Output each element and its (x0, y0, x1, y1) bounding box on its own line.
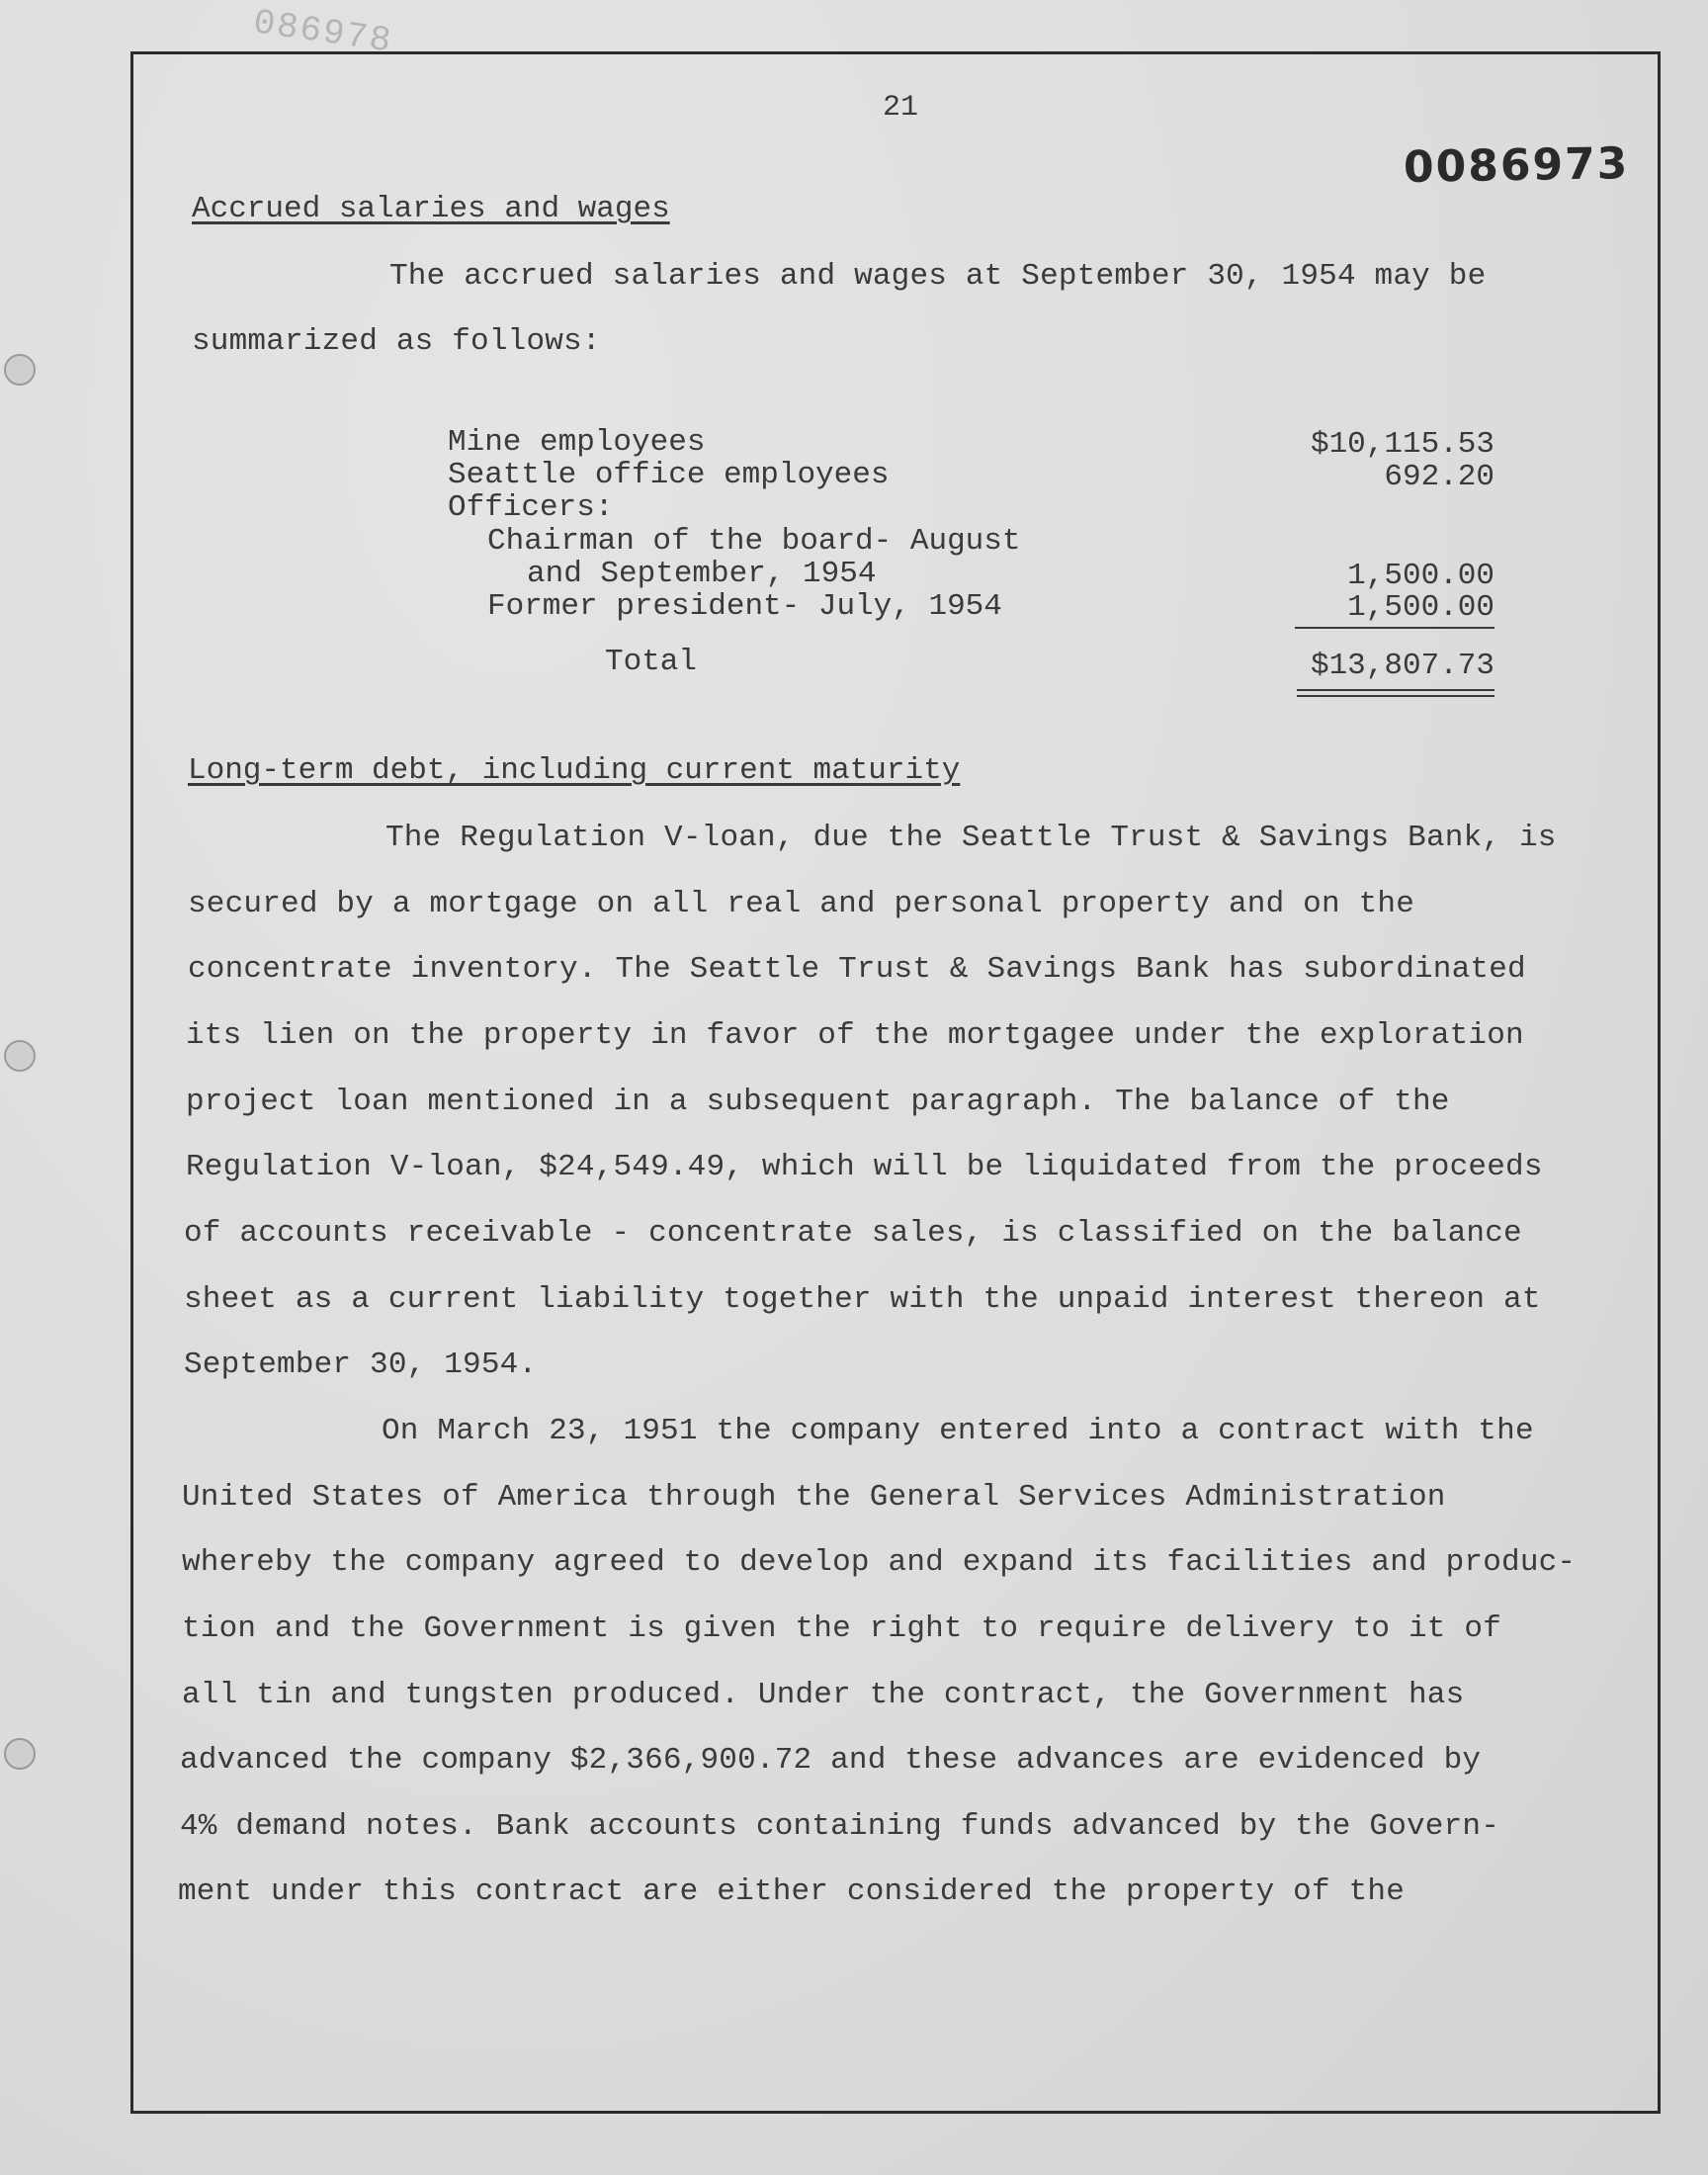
paragraph-line: whereby the company agreed to develop and expand its facilities and produc- (182, 1545, 1577, 1580)
page-number: 21 (883, 91, 919, 125)
paragraph-line: On March 23, 1951 the company entered into a contract with the (382, 1414, 1534, 1448)
table-row-amount: 1,500.00 (1347, 590, 1494, 625)
paragraph-line: United States of America through the General Services Administration (182, 1480, 1446, 1515)
paragraph-line: advanced the company $2,366,900.72 and these advances are evidenced by (180, 1743, 1482, 1778)
table-row-amount: 692.20 (1384, 460, 1494, 494)
paragraph-line: its lien on the property in favor of the mortgagee under the exploration (186, 1018, 1524, 1053)
binder-hole (4, 1040, 36, 1072)
paragraph-line: secured by a mortgage on all real and personal property and on the (188, 887, 1414, 921)
table-row-label: and September, 1954 (527, 557, 877, 591)
handwritten-document-number: 0086973 (1403, 138, 1630, 193)
paragraph-line: of accounts receivable - concentrate sales, is classified on the balance (184, 1216, 1522, 1251)
paragraph-line: Regulation V-loan, $24,549.49, which will be liquidated from the proceeds (186, 1150, 1543, 1184)
paragraph-line: The accrued salaries and wages at September 30, 1954 may be (389, 259, 1487, 294)
binder-hole (4, 1738, 36, 1770)
table-row-label: Officers: (448, 490, 614, 525)
table-row-amount: $10,115.53 (1310, 427, 1494, 462)
page-border (130, 51, 1661, 2114)
total-double-rule (1297, 695, 1494, 697)
paragraph-line: concentrate inventory. The Seattle Trust & Savings Bank has subordinated (188, 952, 1526, 987)
section-heading-accrued-salaries: Accrued salaries and wages (192, 192, 670, 226)
table-row-label: Former president- July, 1954 (487, 589, 1002, 624)
paragraph-line: summarized as follows: (192, 324, 601, 359)
total-label: Total (605, 645, 698, 679)
total-double-rule (1297, 689, 1494, 691)
binder-hole (4, 354, 36, 386)
paragraph-line: sheet as a current liability together with the unpaid interest thereon at (184, 1282, 1541, 1317)
paragraph-line: ment under this contract are either considered the property of the (178, 1874, 1405, 1909)
paragraph-line: 4% demand notes. Bank accounts containing funds advanced by the Govern- (180, 1809, 1500, 1844)
table-row-label: Chairman of the board- August (487, 524, 1021, 559)
paragraph-line: September 30, 1954. (184, 1348, 538, 1382)
total-amount: $13,807.73 (1310, 649, 1494, 683)
faint-stamp-mark: 086978 (250, 2, 395, 62)
paragraph-line: all tin and tungsten produced. Under the contract, the Government has (182, 1678, 1465, 1712)
table-row-label: Mine employees (448, 425, 706, 460)
paragraph-line: tion and the Government is given the right to require delivery to it of (182, 1611, 1502, 1646)
section-heading-long-term-debt: Long-term debt, including current maturity (188, 753, 961, 788)
paragraph-line: project loan mentioned in a subsequent paragraph. The balance of the (186, 1085, 1450, 1119)
table-row-label: Seattle office employees (448, 458, 890, 492)
table-row-amount: 1,500.00 (1347, 559, 1494, 593)
paragraph-line: The Regulation V-loan, due the Seattle Trust & Savings Bank, is (385, 821, 1557, 855)
subtotal-rule (1295, 627, 1494, 629)
